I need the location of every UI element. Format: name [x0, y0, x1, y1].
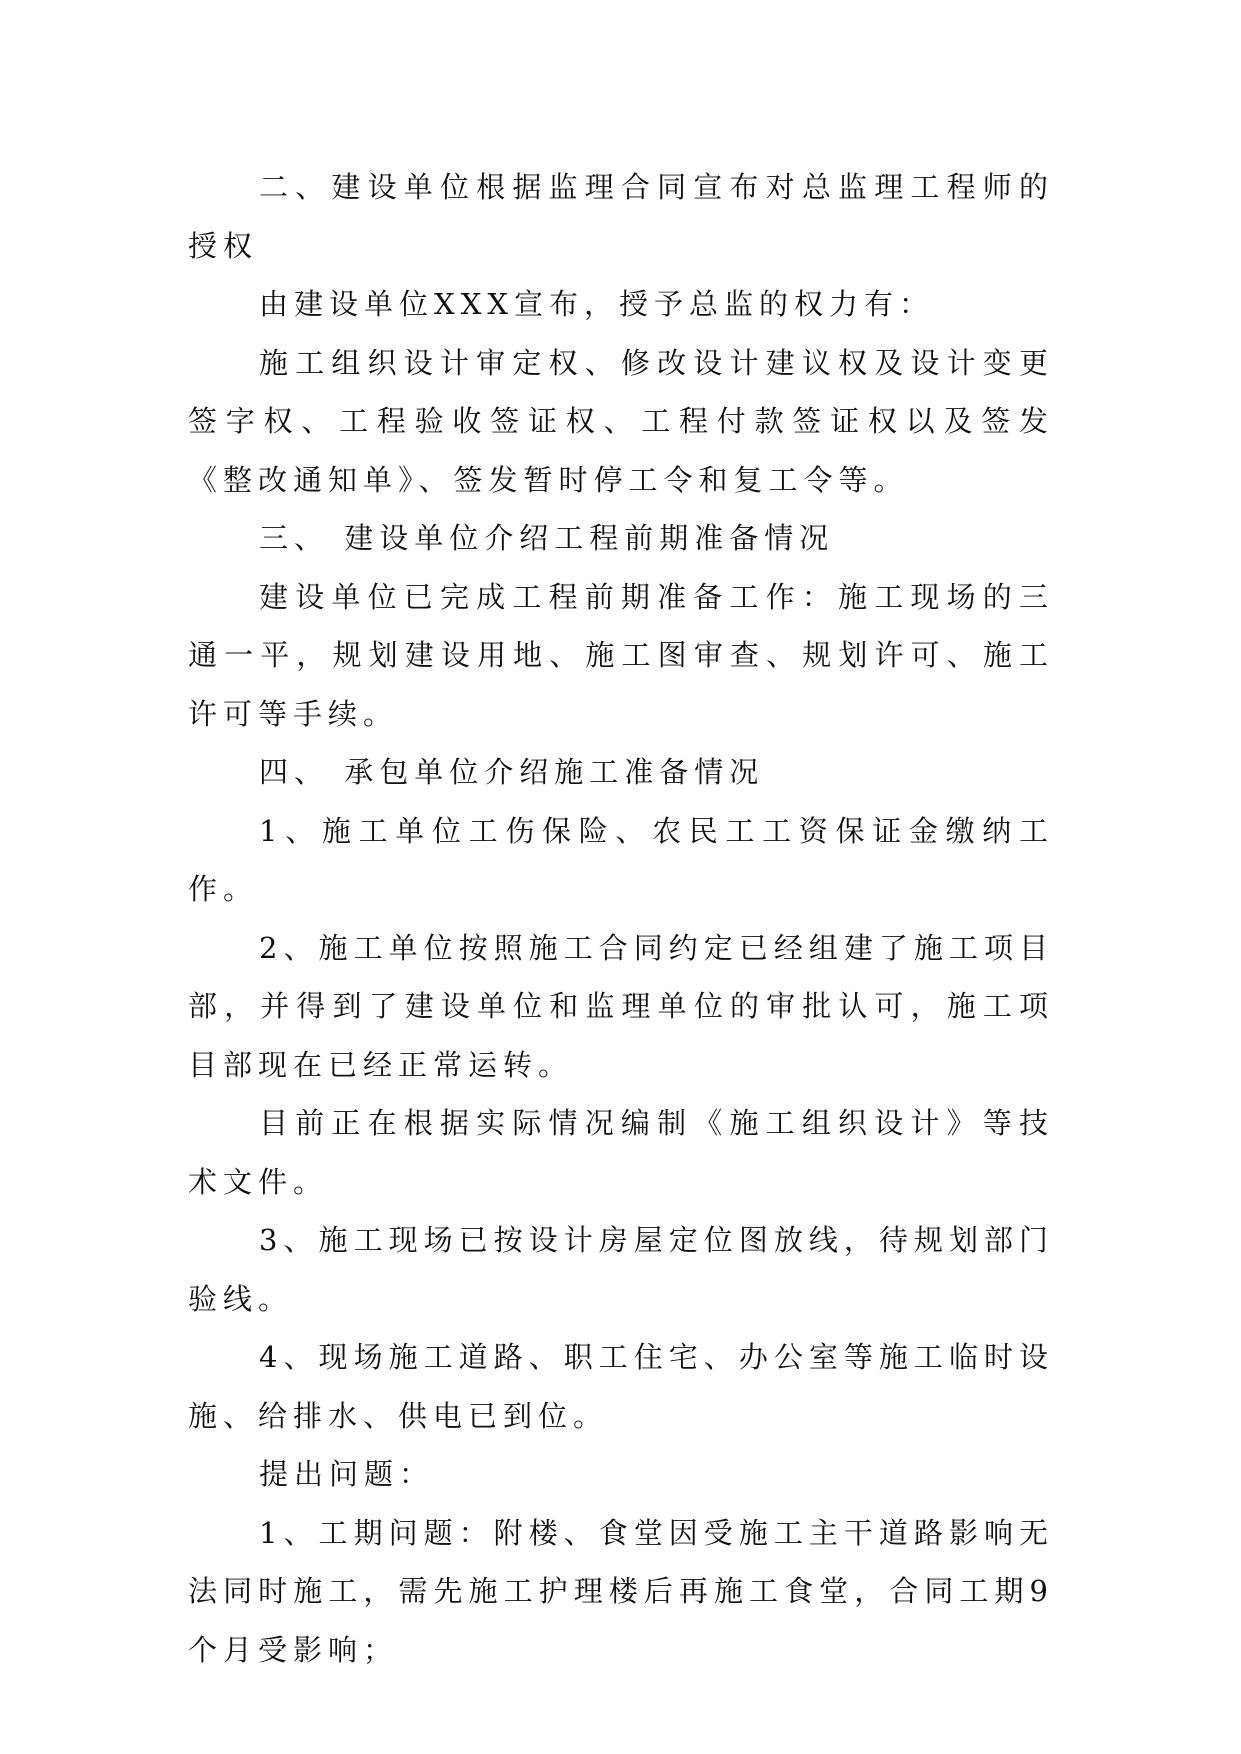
paragraph: 建设单位已完成工程前期准备工作：施工现场的三通一平，规划建设用地、施工图审查、规划许可、施工许可等手续。: [188, 579, 1054, 731]
list-item: 3、施工现场已按设计房屋定位图放线，待规划部门验线。: [188, 1223, 1054, 1316]
paragraph: 目前正在根据实际情况编制《施工组织设计》等技术文件。: [188, 1106, 1054, 1199]
list-item: 1、工期问题：附楼、食堂因受施工主干道路影响无法同时施工，需先施工护理楼后再施工食堂，合同工期9个月受影响；: [188, 1515, 1054, 1667]
section-heading-3: 三、 建设单位介绍工程前期准备情况: [259, 521, 835, 555]
list-item: 2、施工单位按照施工合同约定已经组建了施工项目部，并得到了建设单位和监理单位的审批认可，施工项目部现在已经正常运转。: [188, 930, 1054, 1082]
paragraph: 由建设单位XXX宣布，授予总监的权力有：: [259, 287, 934, 321]
document-body: [188, 158, 1054, 1679]
section-heading-4: 四、 承包单位介绍施工准备情况: [259, 755, 765, 789]
section-heading-2: 二、建设单位根据监理合同宣布对总监理工程师的授权: [188, 170, 1054, 263]
paragraph: 施工组织设计审定权、修改设计建议权及设计变更签字权、工程验收签证权、工程付款签证权以及签发《整改通知单》、签发暂时停工令和复工令等。: [188, 345, 1054, 497]
list-item: 1、施工单位工伤保险、农民工工资保证金缴纳工作。: [188, 813, 1054, 906]
paragraph: 提出问题：: [259, 1457, 435, 1491]
list-item: 4、现场施工道路、职工住宅、办公室等施工临时设施、给排水、供电已到位。: [188, 1340, 1054, 1433]
